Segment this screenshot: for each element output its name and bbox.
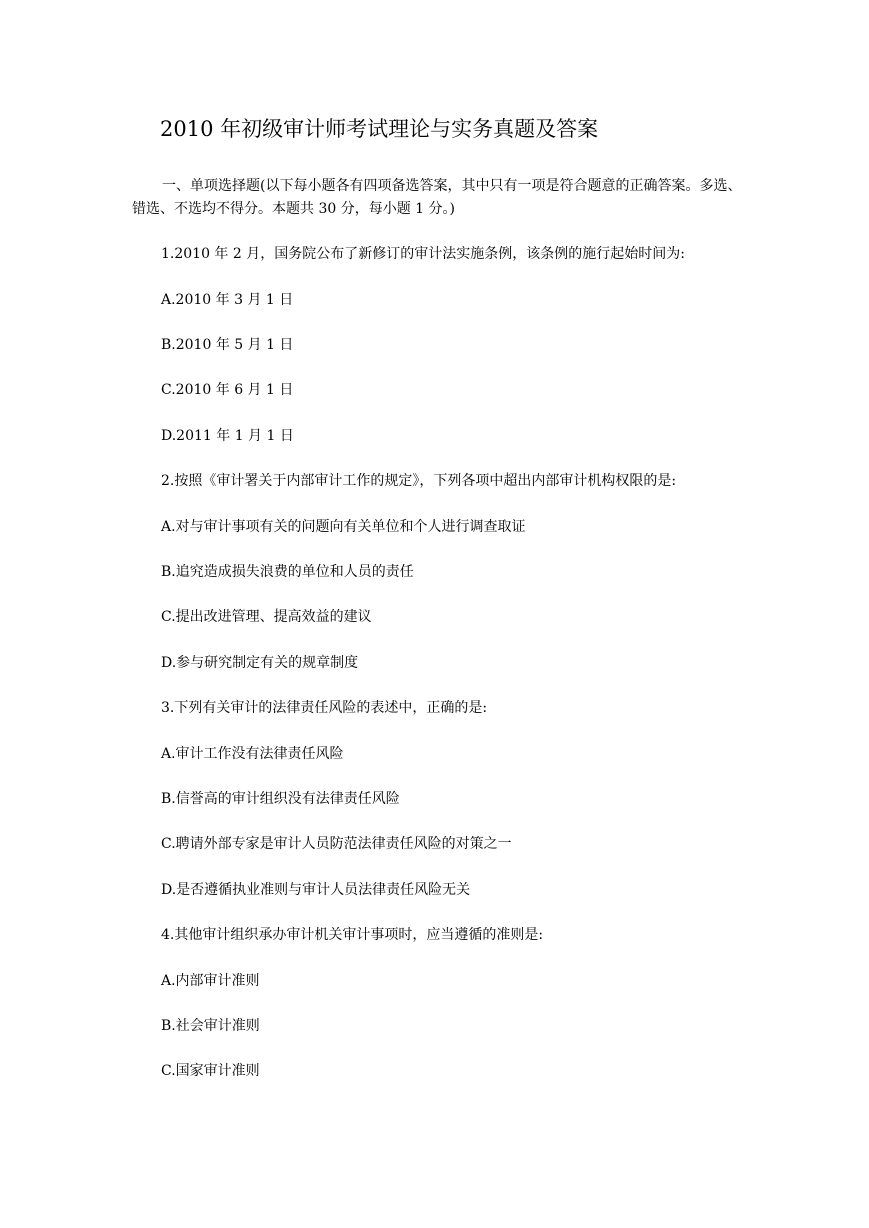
- question-3: 3.下列有关审计的法律责任风险的表述中，正确的是:: [161, 700, 488, 716]
- question-1: 1.2010 年 2 月，国务院公布了新修订的审计法实施条例，该条例的施行起始时间为:: [161, 246, 685, 262]
- question-3-option-a: A.审计工作没有法律责任风险: [161, 746, 344, 762]
- question-1-option-d: D.2011 年 1 月 1 日: [161, 428, 294, 444]
- question-3-option-b: B.信誉高的审计组织没有法律责任风险: [161, 791, 400, 807]
- question-4-option-b: B.社会审计准则: [161, 1018, 260, 1034]
- question-1-option-b: B.2010 年 5 月 1 日: [161, 337, 294, 353]
- section-intro: 一、单项选择题(以下每小题各有四项备选答案，其中只有一项是符合题意的正确答案。多选、错选、不选均不得分。本题共 30 分，每小题 1 分。): [132, 178, 742, 217]
- document-title: 2010 年初级审计师考试理论与实务真题及答案: [160, 117, 599, 141]
- question-1-option-c: C.2010 年 6 月 1 日: [161, 382, 294, 398]
- question-2-option-c: C.提出改进管理、提高效益的建议: [161, 609, 372, 625]
- question-2-option-b: B.追究造成损失浪费的单位和人员的责任: [161, 564, 414, 580]
- question-4: 4.其他审计组织承办审计机关审计事项时，应当遵循的准则是:: [161, 927, 544, 943]
- question-3-option-c: C.聘请外部专家是审计人员防范法律责任风险的对策之一: [161, 836, 512, 852]
- question-2-option-a: A.对与审计事项有关的问题向有关单位和个人进行调查取证: [161, 519, 526, 535]
- question-2-option-d: D.参与研究制定有关的规章制度: [161, 655, 359, 671]
- question-4-option-c: C.国家审计准则: [161, 1063, 260, 1079]
- question-4-option-a: A.内部审计准则: [161, 973, 260, 989]
- question-1-option-a: A.2010 年 3 月 1 日: [161, 292, 294, 308]
- question-2: 2.按照《审计署关于内部审计工作的规定》，下列各项中超出内部审计机构权限的是:: [161, 473, 677, 489]
- question-3-option-d: D.是否遵循执业准则与审计人员法律责任风险无关: [161, 882, 471, 898]
